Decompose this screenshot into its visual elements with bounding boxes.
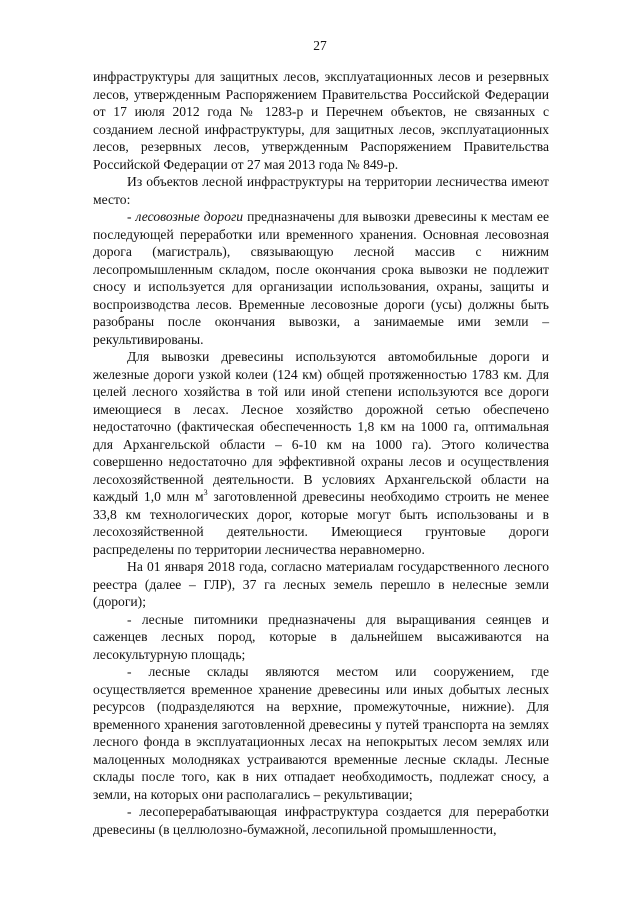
roads-text-after: заготовленной древесины необходимо строить не менее 33,8 км технологических дорог, которые могут быть использованы и в лесохозяйственной деятельности. Имеющиеся грунтовые дороги распределены по территории лесничества неравномерно. [93, 489, 549, 557]
logging-roads-text: предназначены для вывозки древесины к местам ее последующей переработки или временного хранения. Основная лесовозная дорога (магистраль), связывающую лесной массив с нижним лесопромышленным складом, после окончания срока вывозки не подлежит сносу и используется для организации использования, охраны, защиты и воспроизводства лесов. Временные лесовозные дороги (усы) должны быть разобраны после окончания вывозки, а занимаемые ими земли – рекультивированы. [93, 209, 549, 347]
paragraph-logging-roads [93, 208, 549, 348]
cubic-superscript: 3 [203, 488, 208, 497]
document-body [93, 68, 549, 838]
paragraph-continuation: инфраструктуры для защитных лесов, эксплуатационных лесов и резервных лесов, утвержденным Распоряжением Правительства Российской Федерации от 17 июля 2012 года № 1283-р и Перечнем объектов, не связанных с созданием лесной инфраструктуры, для защитных лесов, эксплуатационных лесов, резервных лесов, утвержденным Распоряжением Правительства Российской Федерации от 27 мая 2013 года № 849-р. [93, 69, 549, 172]
paragraph-processing: - лесоперерабатывающая инфраструктура создается для переработки древесины (в целлюлозно-бумажной, лесопильной промышленности, [93, 804, 549, 837]
paragraph-infrastructure-intro: Из объектов лесной инфраструктуры на территории лесничества имеют место: [93, 174, 549, 207]
roads-text-before: Для вывозки древесины используются автомобильные дороги и железные дороги узкой колеи (124 км) общей протяженностью 1783 км. Для целей лесного хозяйства в той или иной степени используются все дороги имеющиеся в лесах. Лесное хозяйство дорожной сетью обеспечено недостаточно (фактическая обеспеченность 1,8 км на 1000 га, оптимальная для Архангельской области – 6-10 км на 1000 га). Этого количества совершенно недостаточно для эффективной охраны лесов и осуществления лесохозяйственной деятельности. В условиях Архангельской области на каждый 1,0 млн м [93, 349, 549, 504]
paragraph-warehouses: - лесные склады являются местом или сооружением, где осуществляется временное хранение древесины или иных добытых лесных ресурсов (подразделяются на верхние, промежуточные, нижние). Для временного хранения заготовленной древесины у путей транспорта на землях лесного фонда в эксплуатационных лесах на непокрытых лесом землях или малоценных молодняках устраиваются временные лесные склады. Лесные склады после того, как в них отпадает необходимость, подлежат сносу, а земли, на которых они располагались – рекультивации; [93, 664, 549, 802]
paragraph-roads-network [93, 348, 549, 558]
term-logging-roads: лесовозные дороги [135, 209, 244, 224]
paragraph-nurseries: - лесные питомники предназначены для выращивания сеянцев и саженцев лесных пород, которые в дальнейшем высаживаются на лесокультурную площадь; [93, 611, 549, 662]
list-dash: - [127, 209, 136, 224]
paragraph-glr: На 01 января 2018 года, согласно материалам государственного лесного реестра (далее – ГЛР), 37 га лесных земель перешло в нелесные земли (дороги); [93, 559, 549, 609]
page-number: 27 [313, 38, 327, 53]
